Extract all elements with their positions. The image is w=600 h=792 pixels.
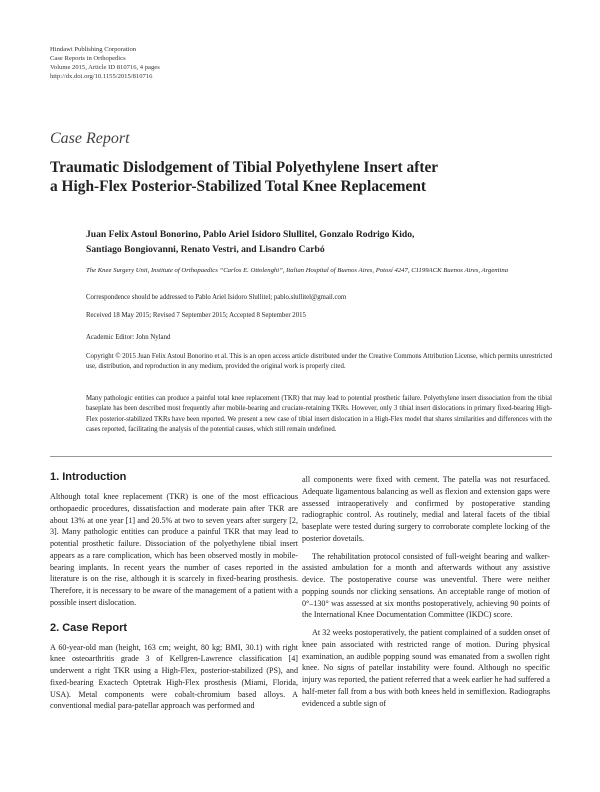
correspondence: Correspondence should be addressed to Pablo Ariel Isidoro Slullitel; pablo.slullitel@gmail.com (86, 294, 347, 301)
publisher-name: Hindawi Publishing Corporation (50, 46, 137, 53)
publisher-info (50, 46, 160, 82)
case-report-paragraph: A 60-year-old man (height, 163 cm; weight, 80 kg; BMI, 30.1) with right knee osteoarthritis grade 3 of Kellgren-Lawrence classification [4] underwent a right TKR using a High-Flex, posterior-stabilized (PS), and fixed-bearing Exactech Optetrak High-Flex prosthesis (Miami, Florida, USA). Metal components were cobalt-chromium based alloys. A conventional medial para-patellar approach was performed and (50, 642, 298, 711)
case-paragraph-continued: all components were fixed with cement. The patella was not resurfaced. Adequate ligamentous balancing as well as flexion and extension gaps were assessed intraoperatively and confirmed by postoperative standing radiographic control. As routinely, medial and lateral facets of the tibial baseplate were tested during surgery to corroborate complete locking of the posterior dovetails. (302, 475, 550, 543)
article-type: Case Report (50, 130, 130, 147)
authors-line-1: Juan Felix Astoul Bonorino, Pablo Ariel Isidoro Slullitel, Gonzalo Rodrigo Kido, (86, 229, 415, 240)
affiliation: The Knee Surgery Unit, Institute of Orthopaedics “Carlos E. Ottolenghi”, Italian Hospital of Buenos Aires, Potosí 4247, C1199ACK Buenos Aires, Argentina (86, 267, 509, 274)
volume-info: Volume 2015, Article ID 810716, 4 pages (50, 63, 160, 71)
authors-line-2: Santiago Bongiovanni, Renato Vestri, and Lisandro Carbó (86, 243, 325, 255)
doi-link[interactable]: http://dx.doi.org/10.1155/2015/810716 (50, 72, 153, 80)
article-dates: Received 18 May 2015; Revised 7 September 2015; Accepted 8 September 2015 (86, 312, 306, 319)
title-line-1: Traumatic Dislodgement of Tibial Polyethylene Insert after (50, 159, 439, 176)
introduction-paragraph: Although total knee replacement (TKR) is one of the most efficacious orthopaedic procedures, dissatisfaction and moderate pain after TKR are about 13% at one year [1] and 20.5% at two to seven years after surgery [2, 3]. Many pathologic entities can produce a painful TKR that may lead to potential prosthetic failure. Dissociation of the polyethylene tibial insert appears as a rare complication, which has been observed mostly in mobile-bearing implants. In recent years the number of cases reported in the literature is on the rise, although it is scarcely in fixed-bearing prosthesis. Therefore, it is necessary to be aware of the management of a patient with a possible insert dislocation. (50, 492, 298, 607)
author-list (86, 228, 552, 257)
case-report-heading: 2. Case Report (50, 621, 128, 634)
right-column (302, 474, 550, 709)
journal-name: Case Reports in Orthopedics (50, 54, 126, 62)
copyright-notice: Copyright © 2015 Juan Felix Astoul Bonorino et al. This is an open access article distributed under the Creative Commons Attribution License, which permits unrestricted use, distribution, and reproduction in any medium, provided the original work is properly cited. (86, 353, 552, 371)
article-title (50, 158, 560, 196)
title-line-2: a High-Flex Posterior-Stabilized Total Knee Replacement (50, 178, 427, 195)
rehabilitation-paragraph: The rehabilitation protocol consisted of full-weight bearing and walker-assisted ambulation for a month and afterwards without any assistive device. The postoperative course was uneventful. There were neither popping sounds nor clicking sensations. An acceptable range of motion of 0°–130° was assessed at six months postoperatively, achieving 90 points of the International Knee Documentation Committee (IKDC) score. (302, 551, 550, 620)
abstract: Many pathologic entities can produce a painful total knee replacement (TKR) that may lead to potential prosthetic failure. Polyethylene insert dissociation from the tibial baseplate has been described most frequently after mobile-bearing and cruciate-retaining TKRs. However, only 3 tibial insert dislocations in primary fixed-bearing High-Flex posterior-stabilized TKRs have been reported. We present a new case of tibial insert dislocation in a High-Flex model that shares similarities and differences with the cases reported, facilitating the analysis of the potential causes, which still remain undefined. (86, 395, 552, 433)
left-column (50, 470, 298, 712)
academic-editor: Academic Editor: John Nyland (86, 334, 171, 341)
section-divider (50, 456, 552, 457)
complication-paragraph: At 32 weeks postoperatively, the patient complained of a sudden onset of knee pain associated with restricted range of motion. During physical examination, an audible popping sound was emanated from a swollen right knee. No signs of patellar instability were found. Although no specific injury was reported, the patient referred that a week earlier he had suffered a half-meter fall from a bus with both knees held in semiflexion. Radiographs evidenced a subtle sign of (302, 628, 550, 708)
introduction-heading: 1. Introduction (50, 471, 127, 483)
